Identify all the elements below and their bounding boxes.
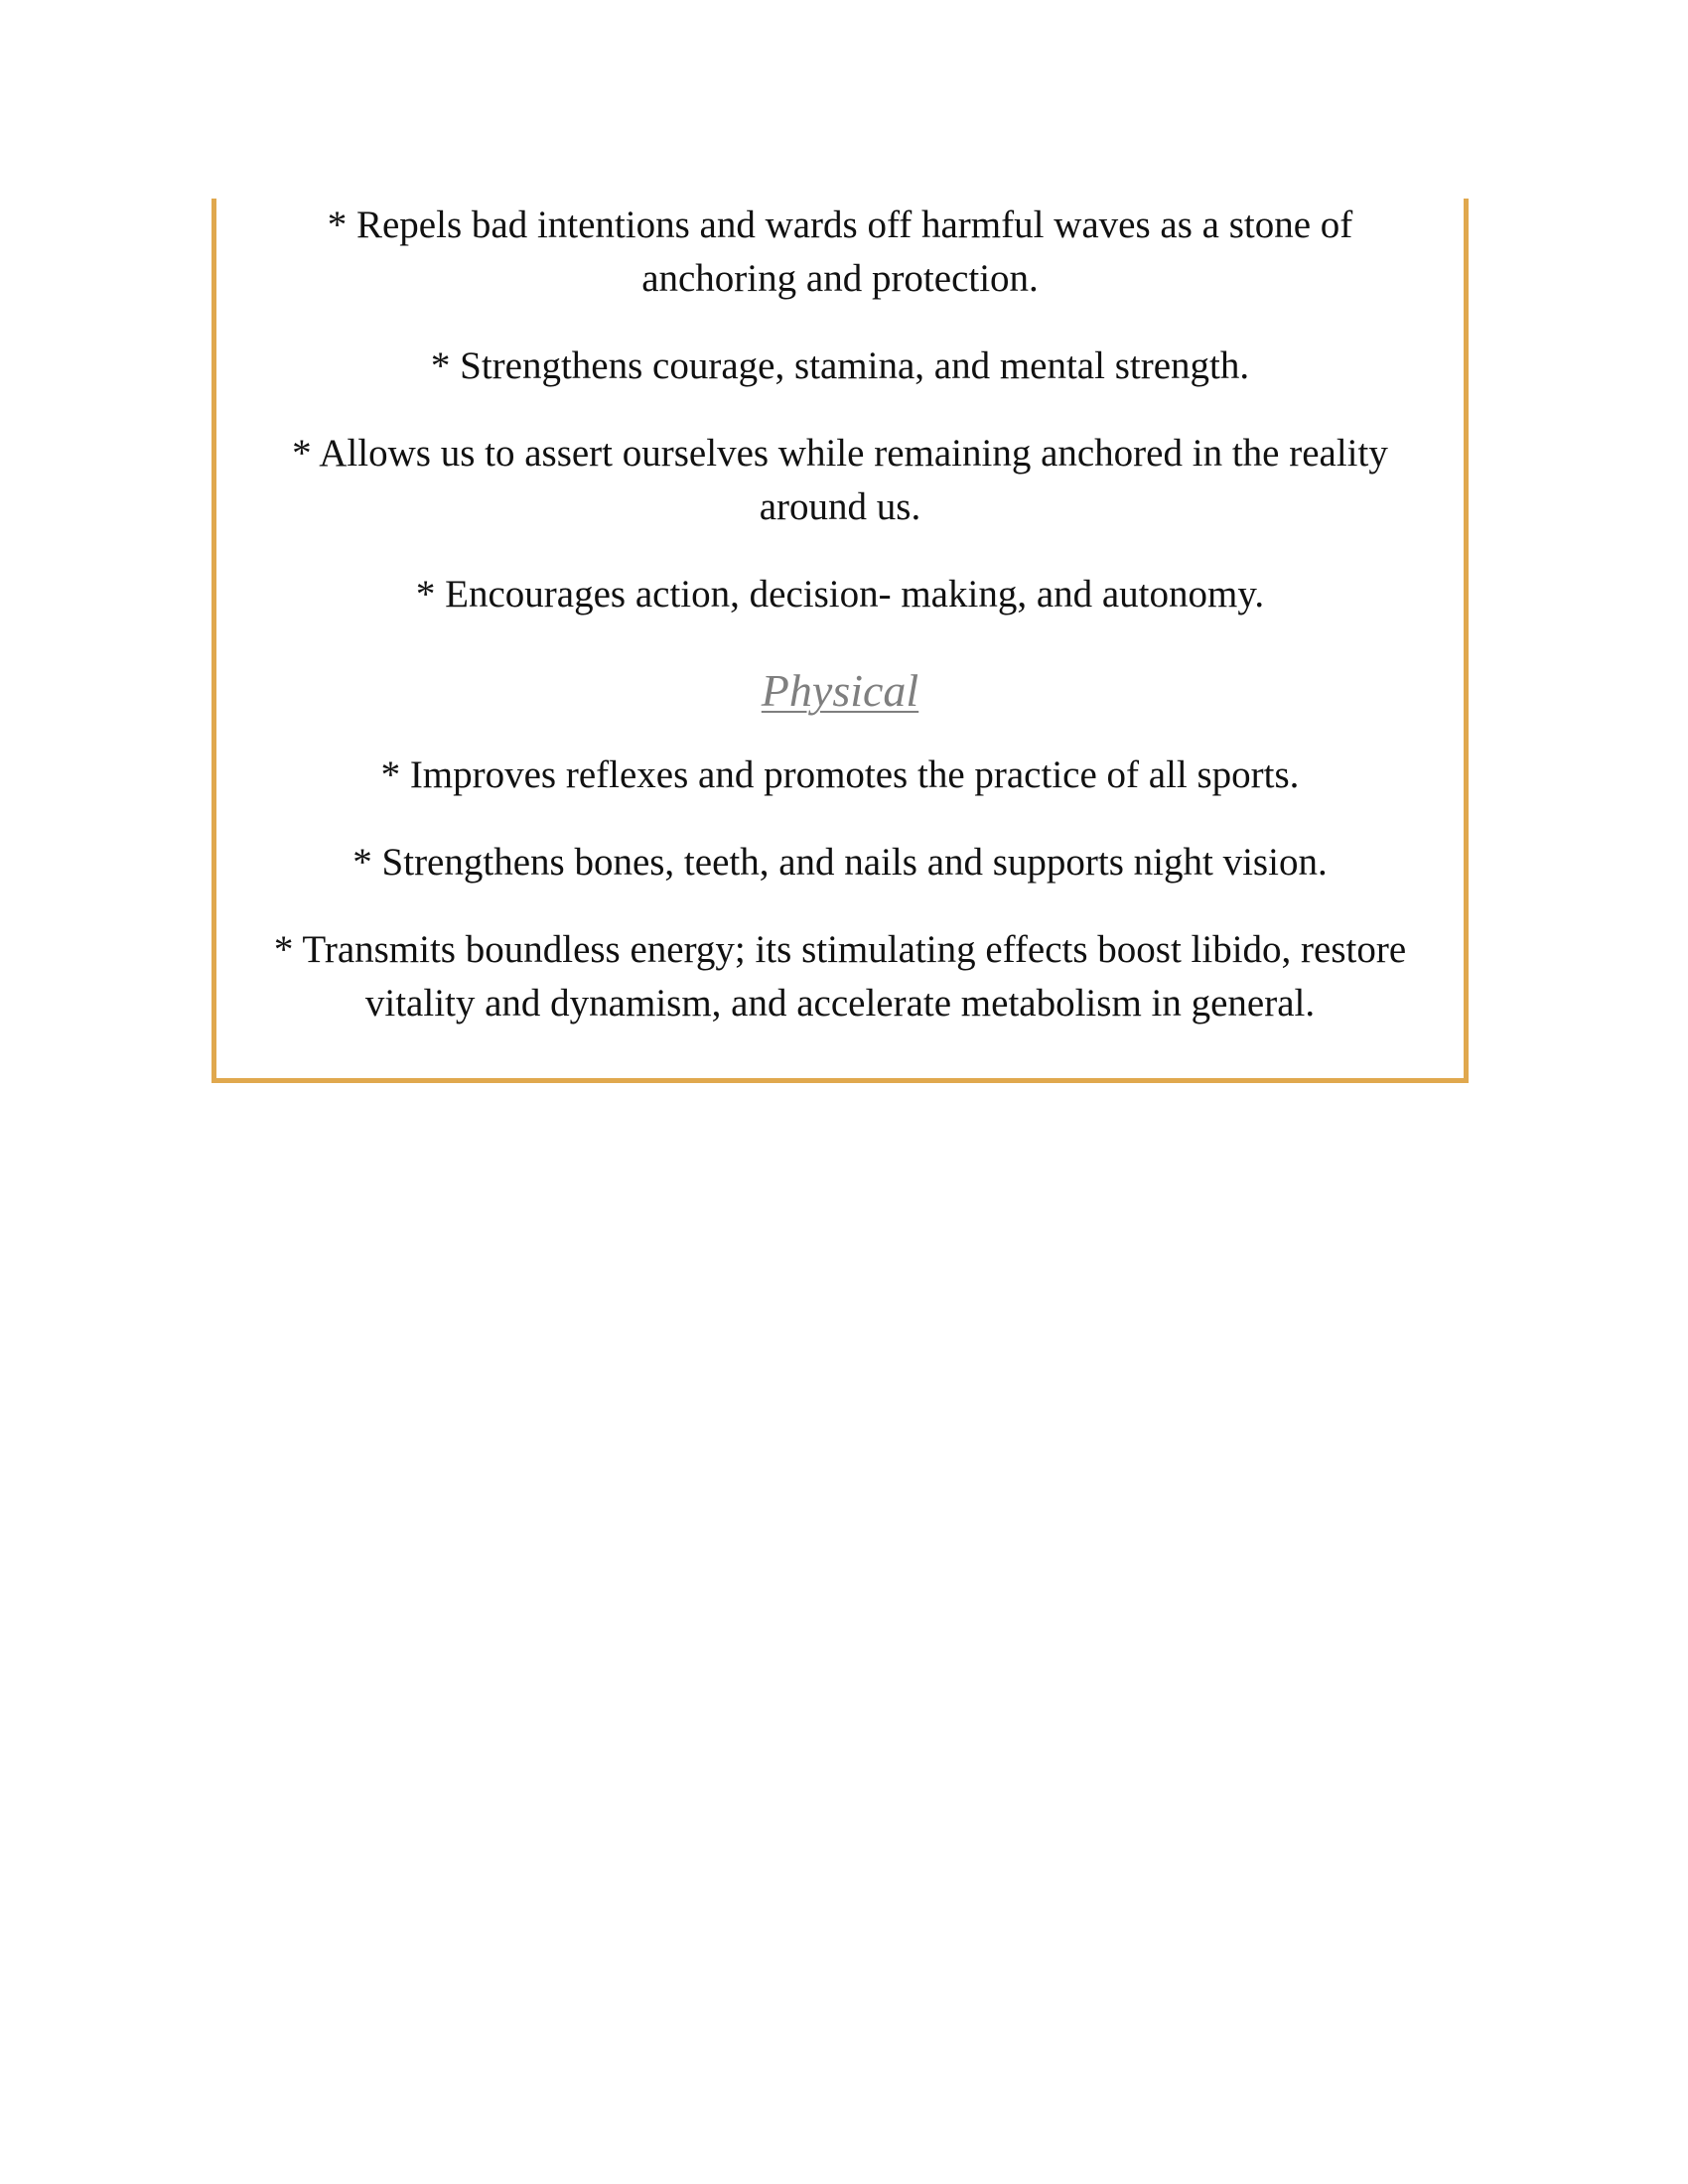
- benefit-paragraph-anchoring: * Repels bad intentions and wards off harmful waves as a stone of anchoring and protection.: [327, 204, 1353, 300]
- text-box-content: [216, 199, 1464, 1030]
- benefit-paragraph-courage: * Strengthens courage, stamina, and mental strength.: [430, 344, 1250, 387]
- physical-paragraph-reflexes: * Improves reflexes and promotes the practice of all sports.: [380, 753, 1300, 796]
- benefit-paragraph-action: * Encourages action, decision- making, and autonomy.: [415, 573, 1265, 615]
- benefit-paragraph-assert: * Allows us to assert ourselves while remaining anchored in the reality around us.: [292, 432, 1388, 528]
- section-heading-physical: Physical: [761, 665, 919, 716]
- bordered-text-box: [211, 199, 1469, 1083]
- physical-paragraph-bones: * Strengthens bones, teeth, and nails and supports night vision.: [352, 841, 1328, 884]
- physical-paragraph-energy: * Transmits boundless energy; its stimulating effects boost libido, restore vitality and dynamism, and accelerate metabolism in general.: [273, 928, 1407, 1024]
